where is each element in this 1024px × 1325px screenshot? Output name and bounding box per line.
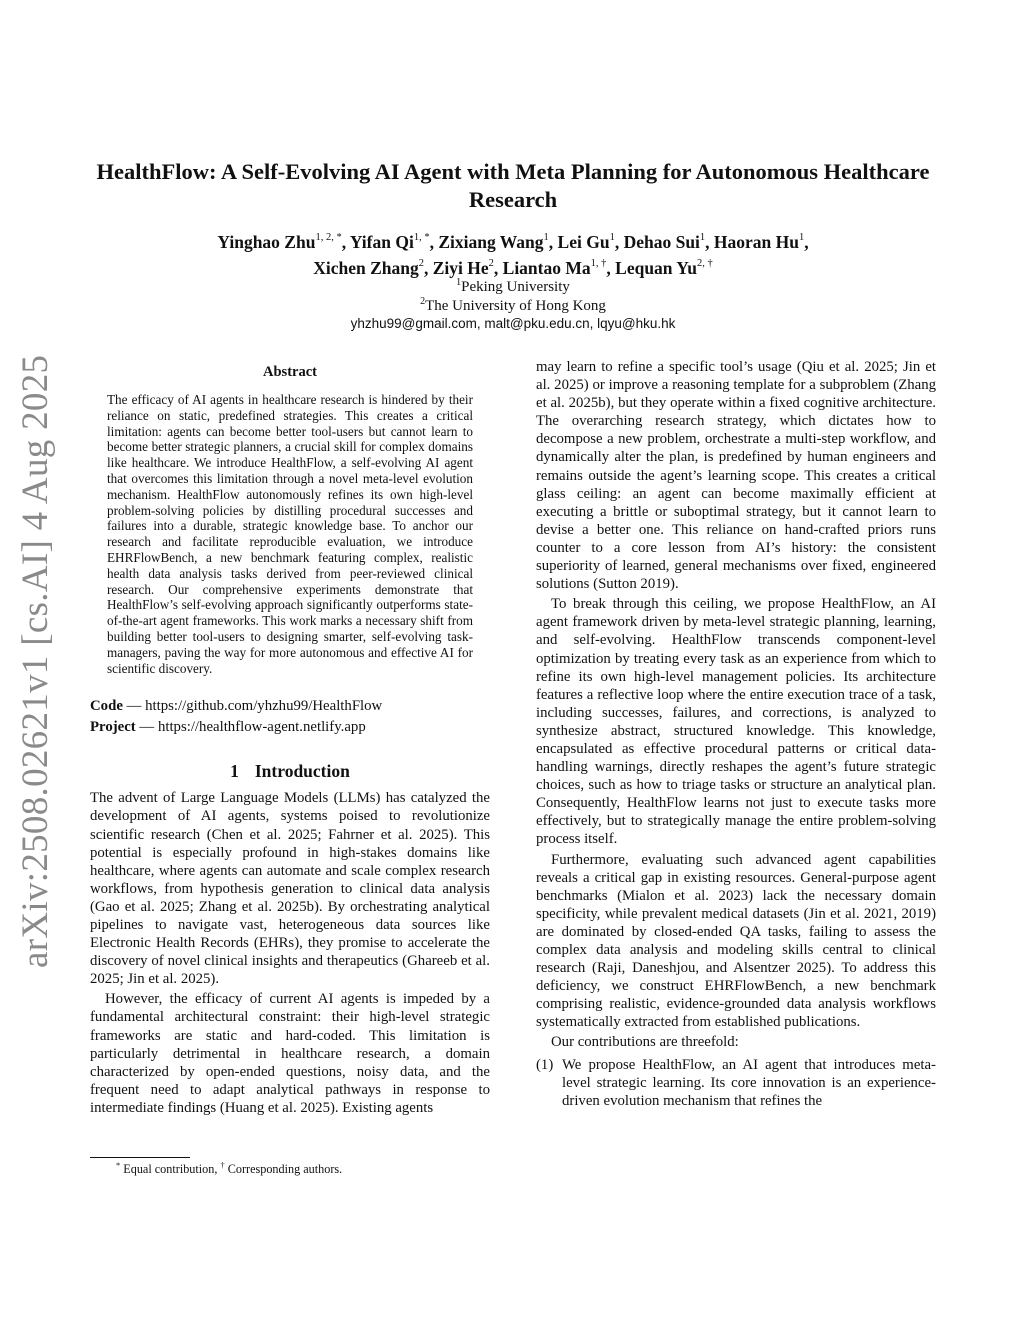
author: Dehao Sui$^1$, xyxy=(623,232,714,252)
paragraph: The advent of Large Language Models (LLMs) has catalyzed the development of AI agents, systems poised to revolutionize scientific research (Chen et al. 2025; Fahrner et al. 2025). This potential is especially profound in high-stakes domains like healthcare, where agents can automate and scale complex research workflows, from hypothesis generation to clinical data analysis (Gao et al. 2025; Zhang et al. 2025b). By orchestrating analytical pipelines to navigate vast, heterogeneous data sources like Electronic Health Records (EHRs), they promise to accelerate the discovery of novel clinical insights and therapeutics (Ghareeb et al. 2025; Jin et al. 2025). xyxy=(90,790,490,988)
arxiv-identifier-stamp: arXiv:2508.02621v1 [cs.AI] 4 Aug 2025 xyxy=(15,354,56,968)
paragraph: Furthermore, evaluating such advanced agent capabilities reveals a critical gap in existing resources. General-purpose agent benchmarks (Mialon et al. 2023) lack the necessary domain specificity, while prevalent medical datasets (Jin et al. 2021, 2019) are dominated by closed-ended QA tasks, failing to assess the complex data analysis and modeling skills central to clinical research (Raji, Daneshjou, and Alsentzer 2025). To address this deficiency, we construct EHRFlowBench, a new benchmark comprising realistic, evidence-grounded data analysis workflows systematically extracted from established publications. xyxy=(536,851,936,1031)
code-link[interactable]: https://github.com/yhzhu99/HealthFlow xyxy=(145,698,383,715)
author: Yifan $Qi^{1, *}$, xyxy=(349,232,439,252)
paragraph: To break through this ceiling, we propose HealthFlow, an AI agent framework driven by meta-level strategic planning, learning, and self-evolving. HealthFlow transcends component-level optimization by treating every task as an experience from which to refine its own high-level management policies. Its architecture features a reflective loop where the entire execution trace of a task, including successes, failures, and corrections, is analyzed to synthesize abstract, structured knowledge. This knowledge, encapsulated as effective procedural patterns or critical data-handling warnings, directly reshapes the agent’s future strategic choices, such as how to triage tasks or structure an analytical plan. Consequently, HealthFlow learns not just to execute tasks more effectively, but to strategically manage the entire problem-solving process itself. xyxy=(536,596,936,848)
affiliation: $^2$The University of Hong Kong xyxy=(420,295,606,314)
author-list xyxy=(90,229,936,281)
author: Zixiang Wang$^1$, xyxy=(438,232,558,252)
code-link-line: Code — https://github.com/yhzhu99/HealthFlow xyxy=(90,698,383,715)
author: Liantao $Ma^{1, \dagger}$, xyxy=(502,258,616,278)
contribution-item xyxy=(536,1056,936,1110)
left-column xyxy=(90,362,490,1117)
list-number: (1) xyxy=(536,1056,554,1073)
affiliation: $^1$Peking University xyxy=(456,277,570,295)
footnote: * Equal contribution, † Corresponding authors. xyxy=(116,1160,343,1176)
right-column xyxy=(536,358,936,1110)
author: Lequan $Yu^{2, \dagger}$ xyxy=(615,258,713,278)
paragraph: Our contributions are threefold: xyxy=(551,1034,739,1051)
contact-emails[interactable]: yhzhu99@gmail.com, malt@pku.edu.cn, lqyu@hku.hk xyxy=(350,316,676,332)
project-link-line: Project — https://healthflow-agent.netlify.app xyxy=(90,718,366,735)
abstract-text: The efficacy of AI agents in healthcare research is hindered by their reliance on static, predefined strategies. This creates a critical limitation: agents can become better tool-users but cannot learn to become better strategic planners, a crucial skill for complex domains like healthcare. We introduce HealthFlow, a self-evolving AI agent that overcomes this limitation through a novel meta-level evolution mechanism. HealthFlow autonomously refines its own high-level problem-solving policies by distilling procedural successes and failures into a durable, strategic knowledge base. To anchor our research and facilitate reproducible evaluation, we introduce EHRFlowBench, a new benchmark featuring complex, realistic health data analysis tasks derived from peer-reviewed clinical research. Our comprehensive experiments demonstrate that HealthFlow’s self-evolving approach significantly outperforms state-of-the-art agent frameworks. This work marks a necessary shift from building better tool-users to designing smarter, self-evolving task-managers, paving the way for more autonomous and effective AI for scientific discovery. xyxy=(107,392,473,676)
affiliations xyxy=(90,278,936,334)
paragraph: may learn to refine a specific tool’s usage (Qiu et al. 2025; Jin et al. 2025) or improve a reasoning template for a subproblem (Zhang et al. 2025b), but they operate within a fixed cognitive architecture. The overarching research strategy, which dictates how to decompose a new problem, orchestrate a multi-step workflow, and dynamically alter the plan, is predefined by human engineers and remains outside the agent’s learning scope. This creates a critical glass ceiling: an agent can become maximally efficient at executing a brittle or suboptimal strategy, but it cannot learn to devise a better one. This reliance on hand-crafted priors runs counter to a core lesson from AI’s history: the consistent superiority of learned, general mechanisms over fixed, engineered solutions (Sutton 2019). xyxy=(536,359,936,593)
author: Lei Gu$^1$, xyxy=(557,232,624,252)
list-text: We propose HealthFlow, an AI agent that introduces meta-level strategic learning. Its core innovation is an experience-driven evolution mechanism that refines the xyxy=(562,1056,936,1109)
paragraph: However, the efficacy of current AI agents is impeded by a fundamental architectural constraint: their high-level strategic frameworks are static and hard-coded. This limitation is particularly detrimental in healthcare research, a domain characterized by open-ended questions, noisy data, and the frequent need to adapt analytical pathways in response to intermediate findings (Huang et al. 2025). Existing agents xyxy=(90,991,490,1116)
author: Haoran Hu$^1$, xyxy=(713,232,809,252)
author: Ziyi He$^2$, xyxy=(432,258,503,278)
section-heading-introduction: 1 Introduction xyxy=(230,761,350,782)
project-link[interactable]: https://healthflow-agent.netlify.app xyxy=(157,718,366,735)
paper-title: HealthFlow: A Self-Evolving AI Agent with Meta Planning for Autonomous Healthcare Research xyxy=(96,159,930,212)
abstract-heading: Abstract xyxy=(263,364,317,380)
author: Yinghao Zhu$^{1, 2, *}$, xyxy=(217,232,350,252)
links-block xyxy=(90,696,490,737)
author: Xichen Zhang$^2$, xyxy=(313,258,433,278)
footnote-rule xyxy=(90,1157,190,1158)
